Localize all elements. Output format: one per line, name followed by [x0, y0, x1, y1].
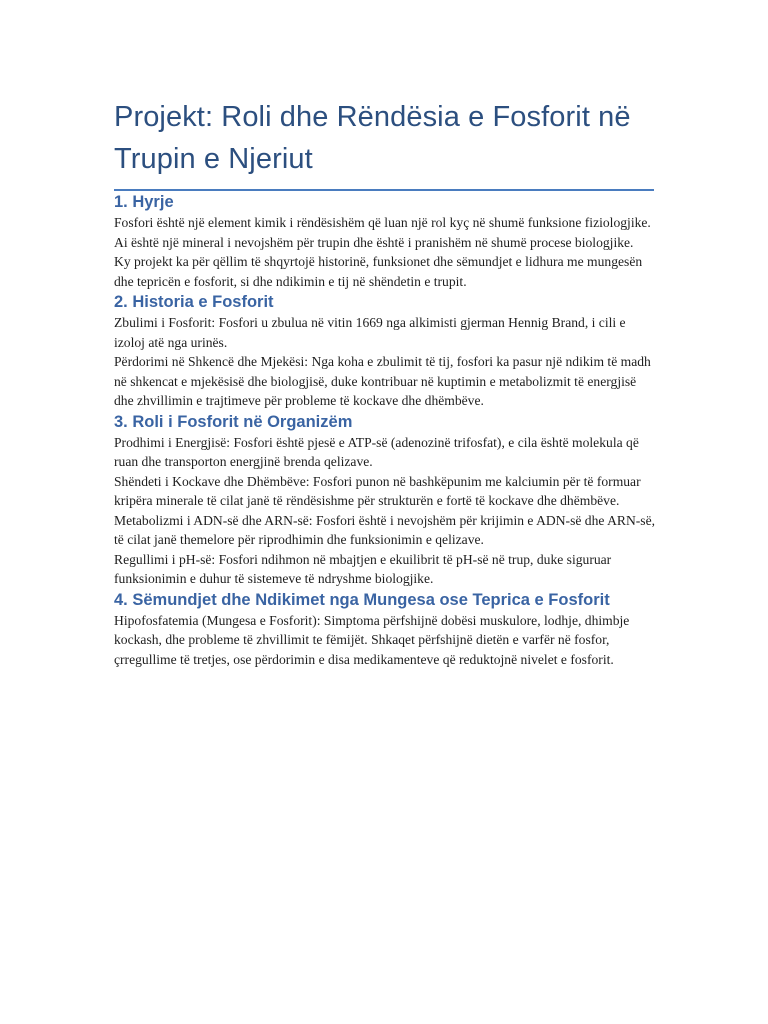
paragraph: Metabolizmi i ADN-së dhe ARN-së: Fosfori është i nevojshëm për krijimin e ADN-së dhe ARN-së, të cilat janë themelore për riprodhimin dhe funksionimin e qelizave.: [114, 512, 656, 547]
document-page: [114, 96, 656, 669]
paragraph: Shëndeti i Kockave dhe Dhëmbëve: Fosfori punon në bashkëpunim me kalciumin për të formuar kripëra minerale të cilat janë të rëndësishme për strukturën e fortë të kockave dhe dhëmbëve.: [114, 473, 641, 508]
paragraph: Hipofosfatemia (Mungesa e Fosforit): Simptoma përfshijnë dobësi muskulore, lodhje, dhimbje kockash, dhe probleme të zhvillimit te fëmijët. Shkaqet përfshijnë dietën e varfër në fosfor, çrregullime të tretjes, ose përdorimin e disa medikamenteve që reduktojnë nivelet e fosforit.: [114, 612, 630, 667]
paragraph: Zbulimi i Fosforit: Fosfori u zbulua në vitin 1669 nga alkimisti gjerman Hennig Brand, i cili e izoloj atë nga urinës.: [114, 315, 626, 350]
paragraph: Prodhimi i Energjisë: Fosfori është pjesë e ATP-së (adenozinë trifosfat), e cila është molekula që ruan dhe transporton energjinë brenda qelizave.: [114, 434, 639, 469]
section-heading-roli: 3. Roli i Fosforit në Organizëm: [114, 412, 353, 431]
paragraph: Përdorimi në Shkencë dhe Mjekësi: Nga koha e zbulimit të tij, fosfori ka pasur një ndikim të madh në shkencat e mjekësisë dhe biologjisë, duke kontribuar në kuptimin e metabolizmit të energjisë dhe zhvillimin e trajtimeve për probleme të kockave dhe dhëmbëve.: [114, 354, 651, 408]
paragraph: Ky projekt ka për qëllim të shqyrtojë historinë, funksionet dhe sëmundjet e lidhura me mungesën dhe tepricën e fosforit, si dhe ndikimin e tij në shëndetin e trupit.: [114, 254, 643, 289]
paragraph: Regullimi i pH-së: Fosfori ndihmon në mbajtjen e ekuilibrit të pH-së në trup, duke siguruar funksionimin e duhur të sistemeve të ndryshme biologjike.: [114, 551, 612, 586]
section-heading-hyrje: 1. Hyrje: [114, 193, 174, 211]
section-heading-semundjet: 4. Sëmundjet dhe Ndikimet nga Mungesa ose Teprica e Fosforit: [114, 590, 610, 609]
document-title: Projekt: Roli dhe Rëndësia e Fosforit në Trupin e Njeriut: [114, 101, 631, 175]
section-heading-historia: 2. Historia e Fosforit: [114, 293, 274, 311]
paragraph: Fosfori është një element kimik i rëndësishëm që luan një rol kyç në shumë funksione fiziologjike. Ai është një mineral i nevojshëm për trupin dhe është i pranishëm në shumë procese biologjike.: [114, 215, 651, 250]
